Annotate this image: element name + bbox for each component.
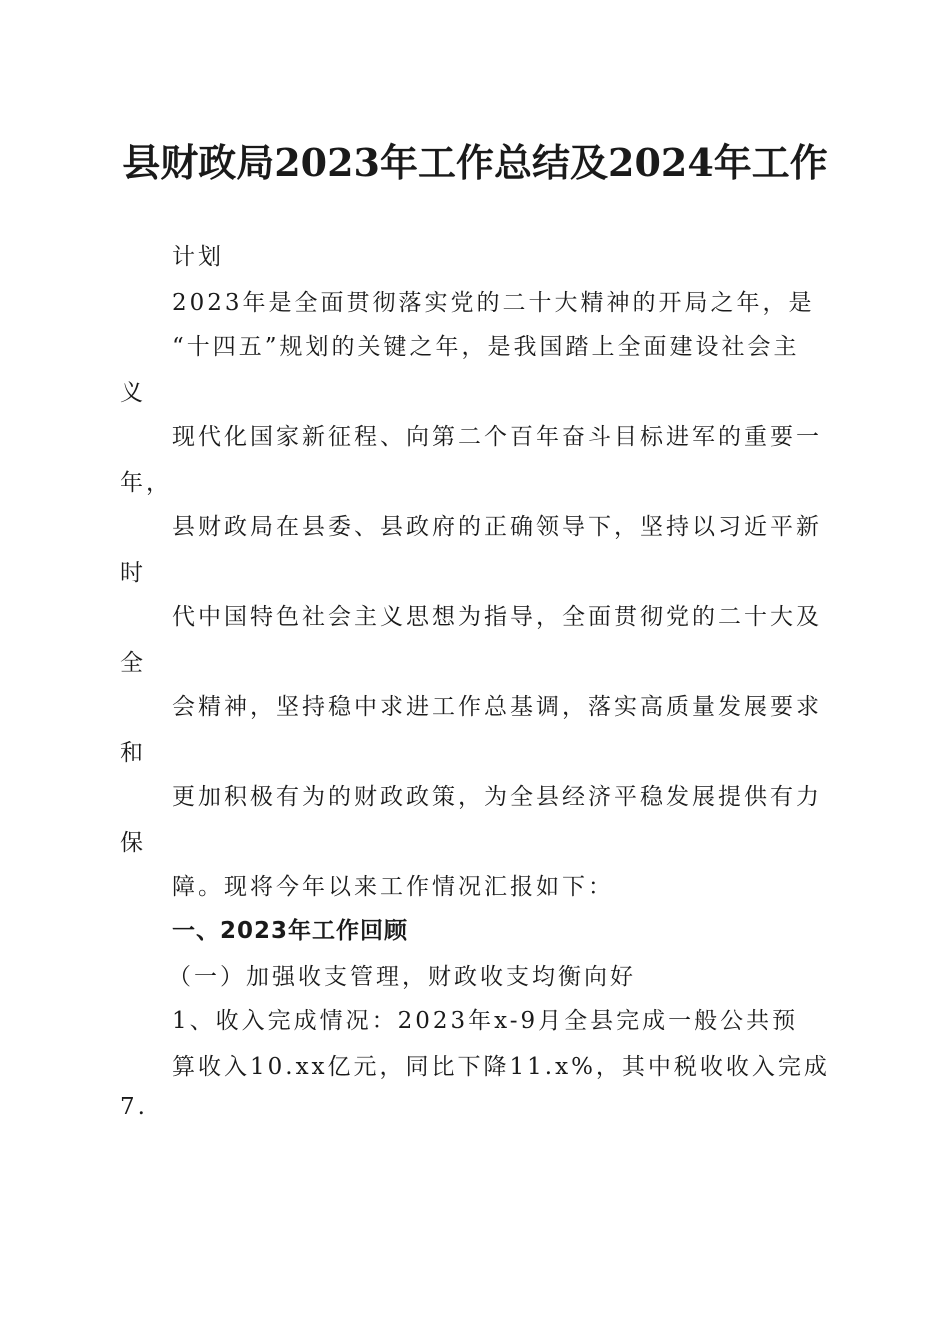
text-line: 7.: [120, 1094, 148, 1120]
text-line: 1、收入完成情况：2023年x-9月全县完成一般公共预: [172, 1008, 799, 1034]
text-line: 计划: [172, 244, 224, 270]
text-line: 保: [120, 830, 146, 856]
text-line: 现代化国家新征程、向第二个百年奋斗目标进军的重要一: [172, 424, 822, 450]
document-title: 县财政局2023年工作总结及2024年工作: [122, 140, 828, 185]
text-line: 县财政局在县委、县政府的正确领导下，坚持以习近平新: [172, 514, 822, 540]
text-line: 算收入10.xx亿元，同比下降11.x%，其中税收收入完成: [172, 1054, 830, 1080]
text-line: 2023年是全面贯彻落实党的二十大精神的开局之年，是: [172, 290, 815, 316]
text-line: “十四五”规划的关键之年，是我国踏上全面建设社会主: [172, 334, 800, 360]
text-line: 会精神，坚持稳中求进工作总基调，落实高质量发展要求: [172, 694, 822, 720]
text-line: 和: [120, 740, 146, 766]
text-line: 时: [120, 560, 146, 586]
text-line: 更加积极有为的财政政策，为全县经济平稳发展提供有力: [172, 784, 822, 810]
text-line: 义: [120, 380, 146, 406]
text-line: 代中国特色社会主义思想为指导，全面贯彻党的二十大及: [172, 604, 822, 630]
section-heading: 一、2023年工作回顾: [172, 918, 409, 944]
text-line: 障。现将今年以来工作情况汇报如下：: [172, 874, 614, 900]
subsection-heading: （一）加强收支管理，财政收支均衡向好: [168, 964, 636, 990]
text-line: 全: [120, 650, 146, 676]
text-line: 年，: [120, 470, 172, 496]
